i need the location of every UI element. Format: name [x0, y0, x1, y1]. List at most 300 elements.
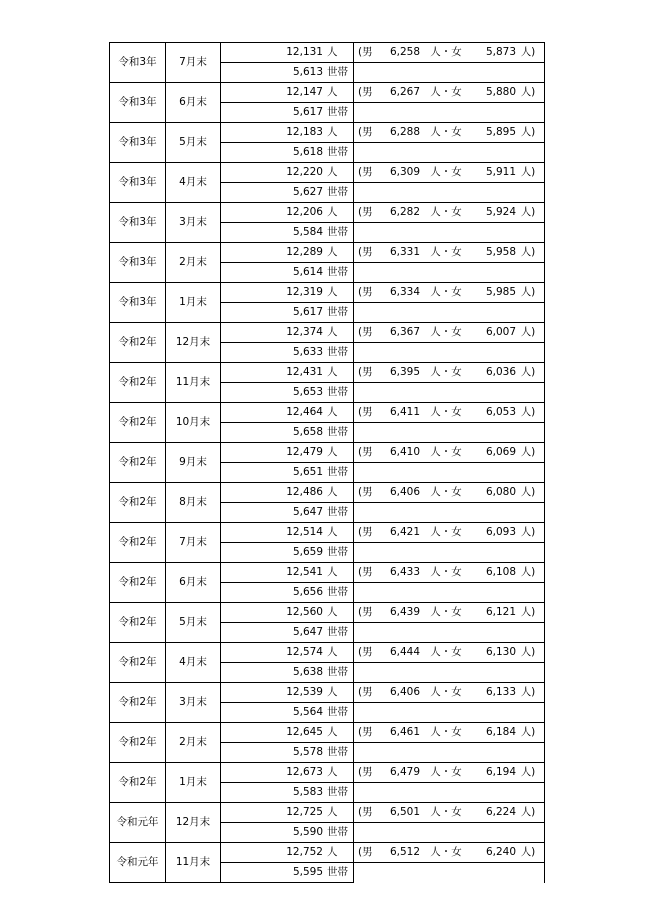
sex-breakdown-cell: [354, 403, 545, 423]
male-value: 6,410: [389, 446, 420, 458]
population-value: 12,289: [286, 246, 323, 258]
male-prefix: (男: [358, 326, 373, 338]
female-suffix: 人): [520, 446, 536, 458]
middle-label: 人・女: [430, 246, 462, 258]
table-row-population: [110, 603, 545, 623]
sex-breakdown-cell: [354, 483, 545, 503]
households-cell: [221, 663, 354, 683]
person-unit: 人: [327, 86, 338, 98]
year-cell: 令和2年: [110, 363, 166, 403]
sex-breakdown-cell: [354, 763, 545, 783]
sex-breakdown-cell: [354, 43, 545, 63]
population-cell: [221, 43, 354, 63]
female-suffix: 人): [520, 326, 536, 338]
population-cell: [221, 123, 354, 143]
population-cell: [221, 803, 354, 823]
population-cell: [221, 163, 354, 183]
households-cell: [221, 143, 354, 163]
male-value: 6,282: [389, 206, 420, 218]
female-value: 6,069: [485, 446, 516, 458]
person-unit: 人: [327, 326, 338, 338]
households-value: 5,638: [292, 666, 323, 678]
month-cell: 7月末: [166, 43, 221, 83]
households-value: 5,614: [292, 266, 323, 278]
month-cell: 10月末: [166, 403, 221, 443]
empty-cell: [354, 263, 545, 283]
population-cell: [221, 243, 354, 263]
population-cell: [221, 643, 354, 663]
middle-label: 人・女: [430, 526, 462, 538]
table-row-population: [110, 403, 545, 423]
population-cell: [221, 523, 354, 543]
middle-label: 人・女: [430, 486, 462, 498]
female-value: 5,958: [485, 246, 516, 258]
table-row-population: [110, 523, 545, 543]
female-suffix: 人): [520, 366, 536, 378]
person-unit: 人: [327, 206, 338, 218]
population-value: 12,752: [286, 846, 323, 858]
month-cell: 3月末: [166, 203, 221, 243]
male-prefix: (男: [358, 646, 373, 658]
empty-cell: [354, 423, 545, 443]
empty-cell: [354, 783, 545, 803]
male-value: 6,367: [389, 326, 420, 338]
month-cell: 4月末: [166, 163, 221, 203]
male-value: 6,267: [389, 86, 420, 98]
population-cell: [221, 363, 354, 383]
household-unit: 世帯: [327, 626, 348, 638]
month-cell: 9月末: [166, 443, 221, 483]
population-value: 12,725: [286, 806, 323, 818]
household-unit: 世帯: [327, 586, 348, 598]
empty-cell: [354, 63, 545, 83]
female-suffix: 人): [520, 526, 536, 538]
male-value: 6,512: [389, 846, 420, 858]
households-cell: [221, 183, 354, 203]
population-cell: [221, 283, 354, 303]
empty-cell: [354, 303, 545, 323]
female-value: 5,911: [485, 166, 516, 178]
month-cell: 5月末: [166, 603, 221, 643]
year-cell: 令和3年: [110, 83, 166, 123]
male-value: 6,309: [389, 166, 420, 178]
household-unit: 世帯: [327, 546, 348, 558]
households-cell: [221, 103, 354, 123]
female-suffix: 人): [520, 46, 536, 58]
male-prefix: (男: [358, 766, 373, 778]
household-unit: 世帯: [327, 226, 348, 238]
middle-label: 人・女: [430, 46, 462, 58]
male-value: 6,334: [389, 286, 420, 298]
male-value: 6,433: [389, 566, 420, 578]
male-prefix: (男: [358, 686, 373, 698]
household-unit: 世帯: [327, 346, 348, 358]
year-cell: 令和元年: [110, 803, 166, 843]
year-cell: 令和3年: [110, 123, 166, 163]
table-row-population: [110, 283, 545, 303]
population-cell: [221, 443, 354, 463]
table-row-population: [110, 363, 545, 383]
person-unit: 人: [327, 126, 338, 138]
empty-cell: [354, 143, 545, 163]
year-cell: 令和2年: [110, 563, 166, 603]
households-value: 5,658: [292, 426, 323, 438]
population-value: 12,131: [286, 46, 323, 58]
year-cell: 令和2年: [110, 603, 166, 643]
male-prefix: (男: [358, 526, 373, 538]
sex-breakdown-cell: [354, 523, 545, 543]
table-row-population: [110, 323, 545, 343]
male-prefix: (男: [358, 166, 373, 178]
table-row-population: [110, 203, 545, 223]
male-value: 6,439: [389, 606, 420, 618]
household-unit: 世帯: [327, 706, 348, 718]
month-cell: 1月末: [166, 763, 221, 803]
male-prefix: (男: [358, 486, 373, 498]
middle-label: 人・女: [430, 366, 462, 378]
person-unit: 人: [327, 686, 338, 698]
household-unit: 世帯: [327, 146, 348, 158]
male-prefix: (男: [358, 606, 373, 618]
household-unit: 世帯: [327, 506, 348, 518]
middle-label: 人・女: [430, 766, 462, 778]
households-value: 5,656: [292, 586, 323, 598]
month-cell: 3月末: [166, 683, 221, 723]
person-unit: 人: [327, 246, 338, 258]
female-value: 6,224: [485, 806, 516, 818]
female-value: 5,924: [485, 206, 516, 218]
female-suffix: 人): [520, 286, 536, 298]
household-unit: 世帯: [327, 386, 348, 398]
population-value: 12,514: [286, 526, 323, 538]
population-cell: [221, 83, 354, 103]
household-unit: 世帯: [327, 866, 348, 878]
households-cell: [221, 383, 354, 403]
person-unit: 人: [327, 846, 338, 858]
male-prefix: (男: [358, 366, 373, 378]
empty-cell: [354, 103, 545, 123]
household-unit: 世帯: [327, 106, 348, 118]
middle-label: 人・女: [430, 206, 462, 218]
male-value: 6,258: [389, 46, 420, 58]
middle-label: 人・女: [430, 326, 462, 338]
male-value: 6,411: [389, 406, 420, 418]
middle-label: 人・女: [430, 446, 462, 458]
households-value: 5,583: [292, 786, 323, 798]
male-value: 6,406: [389, 486, 420, 498]
female-suffix: 人): [520, 846, 536, 858]
year-cell: 令和3年: [110, 163, 166, 203]
middle-label: 人・女: [430, 406, 462, 418]
male-prefix: (男: [358, 86, 373, 98]
household-unit: 世帯: [327, 786, 348, 798]
population-value: 12,206: [286, 206, 323, 218]
female-suffix: 人): [520, 486, 536, 498]
person-unit: 人: [327, 486, 338, 498]
households-cell: [221, 783, 354, 803]
population-value: 12,645: [286, 726, 323, 738]
empty-cell: [354, 823, 545, 843]
person-unit: 人: [327, 766, 338, 778]
year-cell: 令和2年: [110, 323, 166, 363]
household-unit: 世帯: [327, 466, 348, 478]
household-unit: 世帯: [327, 266, 348, 278]
sex-breakdown-cell: [354, 323, 545, 343]
households-value: 5,590: [292, 826, 323, 838]
middle-label: 人・女: [430, 846, 462, 858]
empty-cell: [354, 623, 545, 643]
population-cell: [221, 683, 354, 703]
population-cell: [221, 723, 354, 743]
sex-breakdown-cell: [354, 163, 545, 183]
population-value: 12,319: [286, 286, 323, 298]
person-unit: 人: [327, 446, 338, 458]
female-value: 6,053: [485, 406, 516, 418]
households-value: 5,647: [292, 626, 323, 638]
population-value: 12,374: [286, 326, 323, 338]
households-value: 5,617: [292, 106, 323, 118]
male-prefix: (男: [358, 406, 373, 418]
population-table: [109, 42, 545, 883]
population-cell: [221, 843, 354, 863]
year-cell: 令和元年: [110, 843, 166, 883]
sex-breakdown-cell: [354, 83, 545, 103]
female-value: 6,108: [485, 566, 516, 578]
male-prefix: (男: [358, 286, 373, 298]
male-value: 6,331: [389, 246, 420, 258]
empty-cell: [354, 503, 545, 523]
month-cell: 6月末: [166, 563, 221, 603]
households-value: 5,659: [292, 546, 323, 558]
empty-cell: [354, 463, 545, 483]
households-value: 5,627: [292, 186, 323, 198]
female-suffix: 人): [520, 606, 536, 618]
household-unit: 世帯: [327, 666, 348, 678]
population-cell: [221, 203, 354, 223]
person-unit: 人: [327, 286, 338, 298]
female-value: 6,133: [485, 686, 516, 698]
empty-cell: [354, 343, 545, 363]
households-value: 5,584: [292, 226, 323, 238]
female-value: 6,184: [485, 726, 516, 738]
female-suffix: 人): [520, 726, 536, 738]
household-unit: 世帯: [327, 186, 348, 198]
female-value: 6,121: [485, 606, 516, 618]
female-suffix: 人): [520, 246, 536, 258]
middle-label: 人・女: [430, 646, 462, 658]
month-cell: 1月末: [166, 283, 221, 323]
male-prefix: (男: [358, 126, 373, 138]
female-value: 5,895: [485, 126, 516, 138]
households-cell: [221, 543, 354, 563]
empty-cell: [354, 743, 545, 763]
population-value: 12,539: [286, 686, 323, 698]
middle-label: 人・女: [430, 606, 462, 618]
population-cell: [221, 763, 354, 783]
middle-label: 人・女: [430, 166, 462, 178]
female-suffix: 人): [520, 86, 536, 98]
year-cell: 令和2年: [110, 403, 166, 443]
year-cell: 令和3年: [110, 243, 166, 283]
month-cell: 6月末: [166, 83, 221, 123]
year-cell: 令和3年: [110, 203, 166, 243]
households-cell: [221, 423, 354, 443]
female-value: 6,194: [485, 766, 516, 778]
year-cell: 令和2年: [110, 443, 166, 483]
population-value: 12,220: [286, 166, 323, 178]
households-cell: [221, 463, 354, 483]
female-suffix: 人): [520, 806, 536, 818]
male-value: 6,395: [389, 366, 420, 378]
female-value: 6,036: [485, 366, 516, 378]
table-row-population: [110, 83, 545, 103]
male-prefix: (男: [358, 246, 373, 258]
person-unit: 人: [327, 46, 338, 58]
households-value: 5,651: [292, 466, 323, 478]
month-cell: 8月末: [166, 483, 221, 523]
male-value: 6,288: [389, 126, 420, 138]
person-unit: 人: [327, 726, 338, 738]
year-cell: 令和3年: [110, 283, 166, 323]
households-value: 5,595: [292, 866, 323, 878]
year-cell: 令和2年: [110, 483, 166, 523]
households-value: 5,613: [292, 66, 323, 78]
households-value: 5,647: [292, 506, 323, 518]
table-row-population: [110, 163, 545, 183]
population-value: 12,541: [286, 566, 323, 578]
household-unit: 世帯: [327, 306, 348, 318]
population-value: 12,431: [286, 366, 323, 378]
households-value: 5,618: [292, 146, 323, 158]
population-cell: [221, 483, 354, 503]
sex-breakdown-cell: [354, 443, 545, 463]
year-cell: 令和3年: [110, 43, 166, 83]
middle-label: 人・女: [430, 126, 462, 138]
month-cell: 7月末: [166, 523, 221, 563]
table-row-population: [110, 443, 545, 463]
year-cell: 令和2年: [110, 723, 166, 763]
households-cell: [221, 503, 354, 523]
male-prefix: (男: [358, 446, 373, 458]
male-value: 6,479: [389, 766, 420, 778]
population-value: 12,147: [286, 86, 323, 98]
empty-cell: [354, 703, 545, 723]
female-value: 6,080: [485, 486, 516, 498]
middle-label: 人・女: [430, 806, 462, 818]
female-value: 5,985: [485, 286, 516, 298]
male-prefix: (男: [358, 206, 373, 218]
female-value: 5,873: [485, 46, 516, 58]
empty-cell: [354, 663, 545, 683]
year-cell: 令和2年: [110, 763, 166, 803]
household-unit: 世帯: [327, 826, 348, 838]
empty-cell: [354, 383, 545, 403]
households-cell: [221, 263, 354, 283]
empty-cell: [354, 183, 545, 203]
population-value: 12,560: [286, 606, 323, 618]
male-prefix: (男: [358, 46, 373, 58]
households-value: 5,653: [292, 386, 323, 398]
population-cell: [221, 403, 354, 423]
sex-breakdown-cell: [354, 563, 545, 583]
empty-cell: [354, 223, 545, 243]
male-value: 6,444: [389, 646, 420, 658]
table-row-population: [110, 563, 545, 583]
households-value: 5,578: [292, 746, 323, 758]
female-value: 6,240: [485, 846, 516, 858]
female-value: 6,007: [485, 326, 516, 338]
households-cell: [221, 703, 354, 723]
table-row-population: [110, 643, 545, 663]
month-cell: 12月末: [166, 323, 221, 363]
person-unit: 人: [327, 806, 338, 818]
person-unit: 人: [327, 406, 338, 418]
year-cell: 令和2年: [110, 643, 166, 683]
male-prefix: (男: [358, 806, 373, 818]
middle-label: 人・女: [430, 686, 462, 698]
households-cell: [221, 63, 354, 83]
month-cell: 11月末: [166, 363, 221, 403]
female-value: 6,093: [485, 526, 516, 538]
table-row-population: [110, 723, 545, 743]
sex-breakdown-cell: [354, 123, 545, 143]
month-cell: 5月末: [166, 123, 221, 163]
female-suffix: 人): [520, 686, 536, 698]
households-cell: [221, 823, 354, 843]
sex-breakdown-cell: [354, 723, 545, 743]
sex-breakdown-cell: [354, 203, 545, 223]
table-row-population: [110, 123, 545, 143]
month-cell: 2月末: [166, 723, 221, 763]
sex-breakdown-cell: [354, 283, 545, 303]
population-value: 12,574: [286, 646, 323, 658]
year-cell: 令和2年: [110, 523, 166, 563]
sex-breakdown-cell: [354, 363, 545, 383]
person-unit: 人: [327, 646, 338, 658]
person-unit: 人: [327, 366, 338, 378]
female-suffix: 人): [520, 406, 536, 418]
population-value: 12,183: [286, 126, 323, 138]
population-cell: [221, 323, 354, 343]
month-cell: 2月末: [166, 243, 221, 283]
female-suffix: 人): [520, 126, 536, 138]
households-cell: [221, 863, 354, 883]
sex-breakdown-cell: [354, 843, 545, 863]
month-cell: 11月末: [166, 843, 221, 883]
households-cell: [221, 623, 354, 643]
male-prefix: (男: [358, 846, 373, 858]
female-suffix: 人): [520, 566, 536, 578]
table-row-population: [110, 843, 545, 863]
population-value: 12,486: [286, 486, 323, 498]
middle-label: 人・女: [430, 286, 462, 298]
household-unit: 世帯: [327, 746, 348, 758]
year-cell: 令和2年: [110, 683, 166, 723]
male-prefix: (男: [358, 726, 373, 738]
female-value: 6,130: [485, 646, 516, 658]
table-row-population: [110, 243, 545, 263]
population-value: 12,479: [286, 446, 323, 458]
table-row-population: [110, 683, 545, 703]
female-suffix: 人): [520, 766, 536, 778]
household-unit: 世帯: [327, 66, 348, 78]
person-unit: 人: [327, 566, 338, 578]
households-cell: [221, 303, 354, 323]
households-cell: [221, 743, 354, 763]
female-value: 5,880: [485, 86, 516, 98]
empty-cell: [354, 863, 545, 883]
male-value: 6,501: [389, 806, 420, 818]
